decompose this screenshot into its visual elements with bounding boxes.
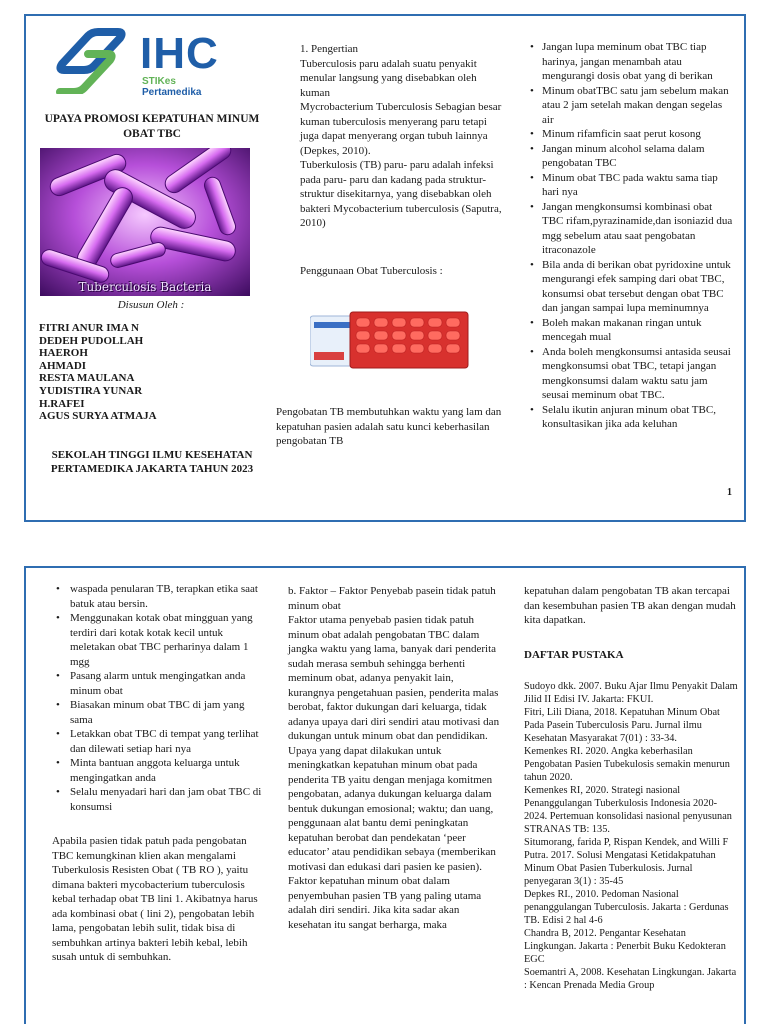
reference-item: Fitri, Lili Diana, 2018. Kepatuhan Minum Obat Pada Pasein Tuberculosis Paru. Jurnal ilmu Kesehatan Masyarakat 7(01) : 33-34. [524,707,720,744]
author-name: H.RAFEI [39,397,85,410]
list-item: • Bila anda di berikan obat pyridoxine untuk mengurangi efek samping dari obat TBC, konsumsi obat tersebut dengan obat TBC dan jangan sampai lupa meminumnya [530,258,736,316]
list-item: • Pasang alarm untuk mengingatkan anda minum obat [56,669,262,698]
list-item: • Minum obatTBC satu jam sebelum makan atau 2 jam setelah makan dengan segelas air [530,84,736,128]
list-item: • Jangan minum alcohol selama dalam pengobatan TBC [530,142,736,171]
list-item: • Menggunakan kotak obat mingguan yang terdiri dari kotak kotak kecil untuk meletakan obat TBC perharinya dalam 1 mgg [56,611,262,669]
list-item: • Jangan lupa meminum obat TBC tiap harinya, jangan menambah atau mengurangi dosis obat yang di berikan [530,40,736,84]
reference-list [524,680,738,992]
tips-column [516,16,746,520]
author-list [39,322,157,423]
medication-tips-list [530,40,736,432]
causes-paragraph: Faktor kepatuhan minum obat dalam penyembuhan pasien TB yang paling utama adalah diri sendiri. Jika kita sadar akan kesehatan itu sangat berharga, maka [288,875,482,931]
references-heading: DAFTAR PUSTAKA [524,649,624,661]
author-name: DEDEH PUDOLLAH [39,334,144,347]
list-item: • waspada penularan TB, terapkan etika saat batuk atau bersin. [56,582,262,611]
definition-paragraph: Tuberculosis paru adalah suatu penyakit menular langsung yang disebabkan oleh kuman [300,57,477,99]
author-name: RESTA MAULANA [39,372,135,385]
references-column [516,568,746,1024]
author-name: HAEROH [39,347,88,360]
list-item: • Letakkan obat TBC di tempat yang terlihat dan dilewati setiap hari nya [56,727,262,756]
institution-name: SEKOLAH TINGGI ILMU KESEHATAN PERTAMEDIKA JAKARTA TAHUN 2023 [50,449,254,475]
reference-item: Sudoyo dkk. 2007. Buku Ajar Ilmu Penyakit Dalam Jilid II Edisi IV. Jakarta: FKUI. [524,681,738,705]
list-item: • Anda boleh mengkonsumsi antasida seusai mengkonsumsi obat TBC, tetapi jangan mengkonsumsi dalam waktu satu jam seusai meminum obat TBC. [530,345,736,403]
treatment-note: Pengobatan TB membutuhkan waktu yang lam dan kepatuhan pasien adalah satu kunci keberhasilan pengobatan TB [276,406,502,447]
logo-wordmark: IHC [140,29,219,78]
list-item: • Jangan mengkonsumsi kombinasi obat TBC rifam,pyrazinamide,dan isoniazid dua mgg sebelum atau saat pengobatan itraconazole [530,200,736,258]
list-item: • Selalu ikutin anjuran minum obat TBC, konsultasikan jika ada keluhan [530,403,736,432]
tuberculosis-bacteria-image [40,148,250,296]
adherence-tips-column [26,568,276,1024]
reference-item: Soemantri A, 2008. Kesehatan Lingkungan. Jakarta : Kencan Prenada Media Group [524,967,737,991]
list-item: • Minta bantuan anggota keluarga untuk mengingatkan anda [56,756,262,785]
causes-paragraph: Faktor utama penyebab pasien tidak patuh minum obat adalah pengobatan TBC dalam jangka waktu yang lama, banyak dari penderita sudah merasa sembuh sehingga berhenti meminum obat, adanya penyakit lain, kurangnya pengetahuan pasien, penderita malas berobat, faktor dukungan dari keluarga, tidak adanya upaya dari diri sendiri atau motivasi dan dukungan untuk minum obat dan pendidikan. [288,614,500,742]
list-item: • Biasakan minum obat TBC di jam yang sama [56,698,262,727]
brochure-title: UPAYA PROMOSI KEPATUHAN MINUM OBAT TBC [44,113,260,140]
list-item: • Minum rifamficin saat perut kosong [530,127,736,142]
page-number: 1 [727,487,732,498]
image-caption: Tuberculosis Bacteria [78,280,212,294]
adherence-tips-list [56,582,262,814]
author-name: FITRI ANUR IMA N [39,322,139,334]
definition-column [276,16,516,520]
medicine-usage-heading: Penggunaan Obat Tuberculosis : [300,265,443,277]
reference-item: Depkes RI., 2010. Pedoman Nasional penanggulangan Tuberculosis. Jakarta : Gerdunas TB. Edisi 2 hal 4-6 [524,889,729,926]
cover-column [26,16,276,520]
reference-item: Chandra B, 2012. Pengantar Kesehatan Lingkungan. Jakarta : Penerbit Buku Kedokteran EGC [524,928,726,965]
list-item: • Selalu menyadari hari dan jam obat TBC di konsumsi [56,785,262,814]
medicine-pack-image [310,308,470,372]
section-heading-definition: 1. Pengertian [300,43,359,55]
conclusion-paragraph: kepatuhan dalam pengobatan TB akan tercapai dan kesembuhan pasien TB akan dengan mudah kita dapatkan. [524,585,736,626]
logo-subtitle-pertamedika: Pertamedika [142,87,202,98]
brochure-page-1 [24,14,746,522]
compiled-by-label: Disusun Oleh : [117,299,185,311]
author-name: AHMADI [39,359,87,372]
resistance-paragraph: Apabila pasien tidak patuh pada pengobatan TBC kemungkinan klien akan mengalami Tuberkulosis Resisten Obat ( TB RO ), yaitu dimana bakteri mycobacterium tuberculosis kebal terhadap obat TB lini 1. Akibatnya harus ada kombinasi obat ( lini 2), pengobatan lebih lama, pengobatan lebih sulit, tidak bisa di sembuhkan artinya bakteri lebih kebal, lebih susah untuk di sembuhkan. [52,835,258,963]
author-name: AGUS SURYA ATMAJA [39,410,157,423]
reference-item: Kemenkes RI. 2020. Angka keberhasilan Pengobatan Pasien Tubekulosis semakin menurun tahun 2020. [524,746,730,783]
section-heading-causes: b. Faktor – Faktor Penyebab pasein tidak patuh minum obat [288,585,496,612]
author-name: YUDISTIRA YUNAR [39,384,143,397]
list-item: • Boleh makan makanan ringan untuk mencegah mual [530,316,736,345]
ihc-logo-icon [54,28,134,94]
causes-column [276,568,516,1024]
reference-item: Kemenkes RI, 2020. Strategi nasional Penanggulangan Tuberkulosis Indonesia 2020-2024. Pertemuan konsolidasi nasional penyusunan STRANAS TB: 135. [524,785,732,835]
definition-paragraph: Tuberkulosis (TB) paru- paru adalah infeksi pada paru- paru dan kadang pada struktur- struktur disekitarnya, yang disebabkan oleh bakteri Mycobacterium tuberculosis (Saputra, 2010) [300,159,502,229]
ihc-logo [54,28,236,98]
causes-paragraph: Upaya yang dapat dilakukan untuk meningkatkan kepatuhan minum obat pada penderita TB yaitu dengan menjaga komitmen pengobatan, adanya dukungan keluarga dalam bentuk dukungan emosional; waktu; dan uang, penggunaan alat bantu demi peningkatan kepatuhan berobat dan pendekatan ‘peer educator’ atau pendidikan sebaya (memberikan motivasi dan edukasi dari pasien ke pasien). [288,744,496,873]
reference-item: Situmorang, farida P, Rispan Kendek, and Willi F Putra. 2017. Solusi Mengatasi Ketidakpatuhan Minum Obat Pasien Tuberkulosis. Jurnal penyegaran 3(1) : 35-45 [524,837,729,887]
list-item: • Minum obat TBC pada waktu sama tiap hari nya [530,171,736,200]
brochure-page-2 [24,566,746,1024]
logo-subtitle-stikes: STIKes [142,76,176,87]
definition-paragraph: Mycrobacterium Tuberculosis Sebagian besar kuman tuberculosis menyerang paru tetapi juga dapat menyerang organ tubuh lainnya (Depkes, 2010). [300,101,502,157]
